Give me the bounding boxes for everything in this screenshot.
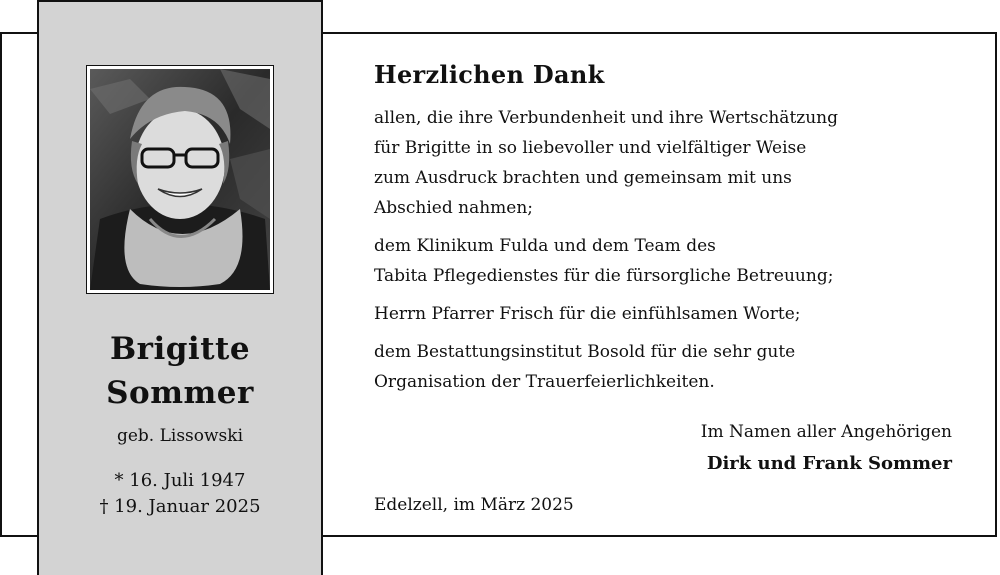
maiden-name: geb. Lissowski bbox=[116, 426, 244, 446]
text-line: Tabita Pflegedienstes für die fürsorgliche Betreuung; bbox=[374, 266, 834, 286]
thank-you-heading: Herzlichen Dank bbox=[374, 60, 605, 89]
memorial-side-panel bbox=[37, 0, 323, 575]
text-line: Organisation der Trauerfeierlichkeiten. bbox=[374, 372, 715, 392]
text-line: dem Klinikum Fulda und dem Team des bbox=[374, 236, 716, 256]
text-line: allen, die ihre Verbundenheit und ihre Wertschätzung bbox=[374, 108, 839, 128]
text-line: Abschied nahmen; bbox=[374, 198, 534, 218]
signature-names: Dirk und Frank Sommer bbox=[706, 453, 952, 474]
signature-intro: Im Namen aller Angehörigen bbox=[700, 422, 952, 442]
deceased-first-name: Brigitte bbox=[109, 331, 251, 367]
portrait-photo bbox=[86, 65, 274, 294]
thank-you-text bbox=[374, 60, 974, 405]
paragraph-clinic bbox=[374, 231, 974, 291]
deceased-last-name: Sommer bbox=[106, 375, 254, 411]
paragraph-pastor bbox=[374, 299, 974, 329]
birth-date: * 16. Juli 1947 bbox=[114, 470, 246, 491]
paragraph-mourners bbox=[374, 103, 974, 223]
text-line: zum Ausdruck brachten und gemeinsam mit uns bbox=[374, 168, 792, 188]
death-date: † 19. Januar 2025 bbox=[99, 496, 261, 517]
place-and-date: Edelzell, im März 2025 bbox=[374, 495, 574, 515]
paragraph-funeral-home bbox=[374, 337, 974, 397]
text-line: Herrn Pfarrer Frisch für die einfühlsamen Worte; bbox=[374, 304, 801, 324]
text-line: dem Bestattungsinstitut Bosold für die sehr gute bbox=[374, 342, 796, 362]
text-line: für Brigitte in so liebevoller und vielfältiger Weise bbox=[374, 138, 807, 158]
